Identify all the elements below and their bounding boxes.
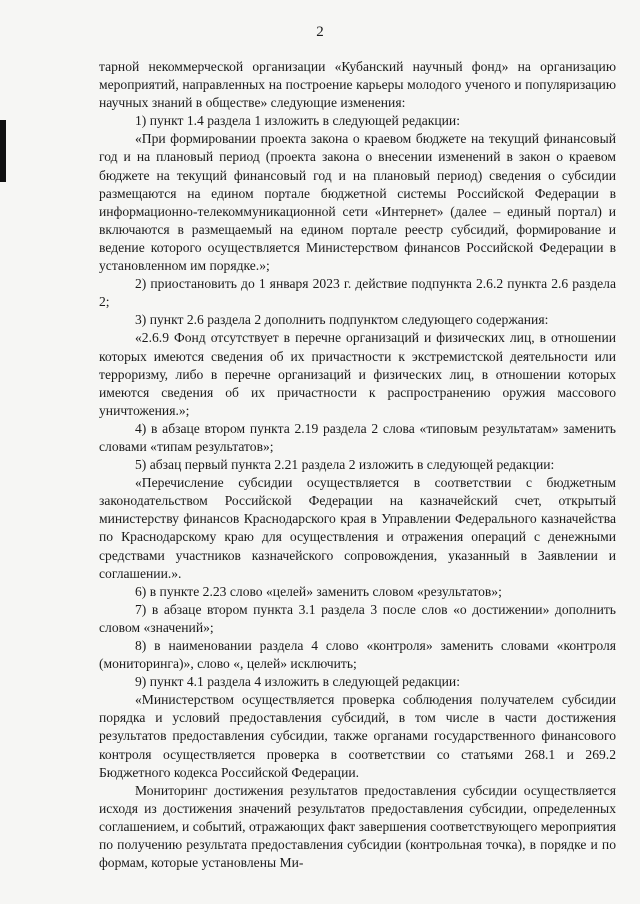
paragraph: 3) пункт 2.6 раздела 2 дополнить подпунктом следующего содержания:: [135, 312, 549, 328]
paragraph: 6) в пункте 2.23 слово «целей» заменить словом «результатов»;: [135, 583, 502, 599]
scan-edge-mark: [0, 120, 6, 182]
paragraph: Мониторинг достижения результатов предоставления субсидии осуществляется исходя из достижения значений результатов предоставления субсидии, определенных соглашением, и событий, отражающих факт завершения соответствующего мероприятия по получению результата предоставления субсидии (контрольная точка), в порядке и по формам, которые установлены Ми-: [99, 782, 616, 871]
paragraph: «При формировании проекта закона о краевом бюджете на текущий финансовый год и на плановый период (проекта закона о внесении изменений в закон о краевом бюджете на текущий финансовый год и на плановый период) сведения о субсидии размещаются на едином портале бюджетной системы Российской Федерации в информационно-телекоммуникационной сети «Интернет» (далее – единый портал) и включаются в размещаемый на едином портале реестр субсидий, формирование и ведение которого осуществляется Министерством финансов Российской Федерации в установленном им порядке.»;: [99, 131, 616, 274]
paragraph: «Перечисление субсидии осуществляется в соответствии с бюджетным законодательством Российской Федерации на казначейский счет, открытый министерству финансов Краснодарского края в Управлении Федерального казначейства по Краснодарскому краю для осуществления и отражения операций с денежными средствами участников казначейского сопровождения, указанный в Заявлении и соглашении.».: [99, 475, 616, 581]
paragraph: 4) в абзаце втором пункта 2.19 раздела 2 слова «типовым результатам» заменить словами «типам результатов»;: [99, 420, 616, 454]
paragraph: 7) в абзаце втором пункта 3.1 раздела 3 после слов «о достижении» дополнить словом «значений»;: [99, 601, 616, 635]
paragraph: 8) в наименовании раздела 4 слово «контроля» заменить словами «контроля (мониторинга)», слово «, целей» исключить;: [99, 638, 616, 672]
page-number: 2: [316, 24, 324, 40]
paragraph: 5) абзац первый пункта 2.21 раздела 2 изложить в следующей редакции:: [135, 457, 555, 473]
paragraph: 1) пункт 1.4 раздела 1 изложить в следующей редакции:: [135, 113, 460, 129]
paragraph: «2.6.9 Фонд отсутствует в перечне организаций и физических лиц, в отношении которых имеются сведения об их причастности к экстремистской деятельности или терроризму, либо в перечне организаций и физических лиц, в отношении которых имеются сведения об их причастности к распространению оружия массового уничтожения.»;: [99, 330, 616, 418]
paragraph: 9) пункт 4.1 раздела 4 изложить в следующей редакции:: [135, 674, 460, 690]
document-body: [99, 58, 616, 872]
paragraph: 2) приостановить до 1 января 2023 г. действие подпункта 2.6.2 пункта 2.6 раздела 2;: [99, 276, 616, 310]
paragraph: «Министерством осуществляется проверка соблюдения получателем субсидии порядка и условий предоставления субсидий, в том числе в части достижения результатов предоставления субсидии, также органами государственного финансового контроля осуществляется проверка в соответствии со статьями 268.1 и 269.2 Бюджетного кодекса Российской Федерации.: [99, 692, 616, 780]
paragraph: тарной некоммерческой организации «Кубанский научный фонд» на организацию мероприятий, направленных на построение карьеры молодого ученого и популяризацию научных знаний в обществе» следующие изменения:: [99, 59, 616, 111]
